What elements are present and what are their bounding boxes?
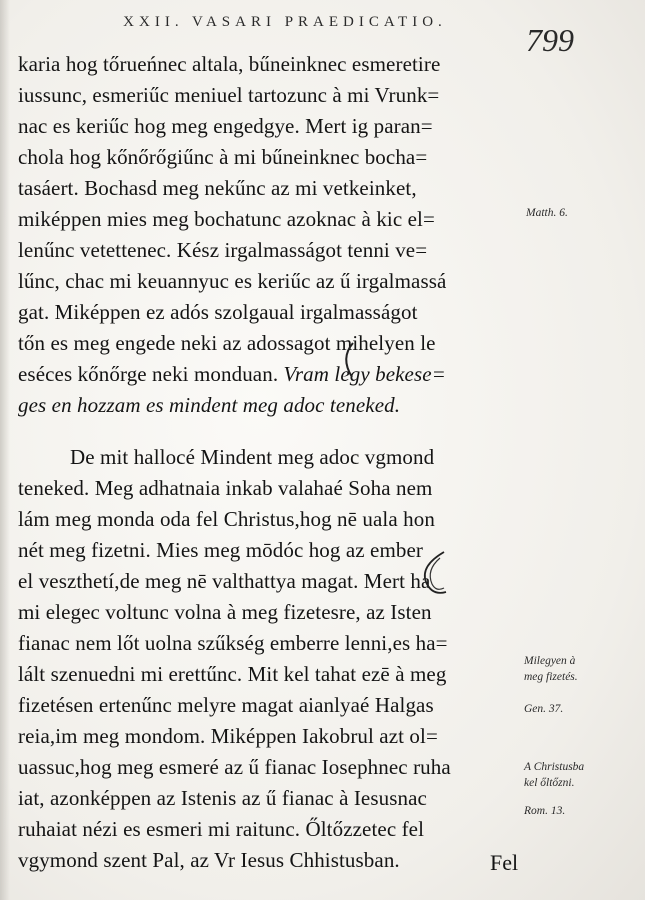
text-line: nac es keriűc hog meg engedgye. Mert ig paran= bbox=[18, 114, 433, 138]
text-line: el veszthetí,de meg nē valthattya magat. Mert ha bbox=[18, 569, 431, 593]
text-line: mi elegec voltunc volna à meg fizetesre, az Isten bbox=[18, 600, 432, 624]
italic-quote-line: ges en hozzam es mindent meg adoc teneked. bbox=[18, 393, 401, 417]
text-line: nét meg fizetni. Mies meg mōdóc hog az ember bbox=[18, 538, 424, 562]
italic-quote: Vram legy bekese= bbox=[283, 362, 446, 386]
text-line: fizetésen ertenűnc melyre magat aianlyaé Halgas bbox=[18, 693, 434, 717]
text-line: fianac nem lőt uolna szűkség emberre lenni,es ha= bbox=[18, 631, 448, 655]
text-line: reia,im meg mondom. Miképpen Iakobrul azt ol= bbox=[18, 724, 438, 748]
text-line: uassuc,hog meg esmeré az ű fianac Iosephnec ruha bbox=[18, 755, 451, 779]
text-line: ruhaiat nézi es esmeri mi raitunc. Őltőzzetec fel bbox=[18, 817, 425, 841]
margin-note-rom: Rom. 13. bbox=[524, 805, 566, 817]
margin-note-oltozni: kel őltőzni. bbox=[524, 777, 575, 789]
text-line: miképpen mies meg bochatunc azoknac à kic el= bbox=[18, 207, 435, 231]
text-line-mixed bbox=[18, 362, 446, 386]
margin-note-milegyen: Milegyen à bbox=[524, 655, 576, 667]
text-line: vgymond szent Pal, az Vr Iesus Chhistusban. bbox=[18, 848, 400, 872]
text-line: karia hog tőrueńnec altala, bűneinknec esmeretire bbox=[18, 52, 441, 76]
text-line: gat. Miképpen ez adós szolgaual irgalmasságot bbox=[18, 300, 418, 324]
text-line: chola hog kőnőrőgiűnc à mi bűneinknec bocha= bbox=[18, 145, 428, 169]
text-line: tőn es meg engede neki az adossagot mihelyen le bbox=[18, 331, 436, 355]
running-head: XXII. VASARI PRAEDICATIO. bbox=[123, 14, 447, 30]
paragraph-opening-line: De mit hallocé Mindent meg adoc vgmond bbox=[70, 445, 435, 469]
margin-note-fizetes: meg fizetés. bbox=[524, 671, 578, 683]
page-number: 799 bbox=[526, 22, 574, 58]
margin-note-christus: A Christusba bbox=[524, 761, 585, 773]
margin-note-gen: Gen. 37. bbox=[524, 703, 564, 715]
text-line: lenűnc vetettenec. Kész irgalmasságot tenni ve= bbox=[18, 238, 428, 262]
catchword: Fel bbox=[490, 850, 519, 875]
text-line: iat, azonképpen az Istenis az ű fianac à Iesusnac bbox=[18, 786, 427, 810]
margin-note-matth: Matth. 6. bbox=[526, 207, 568, 219]
text-line: iussunc, esmeriűc meniuel tartozunc à mi Vrunk= bbox=[18, 83, 440, 107]
text-segment: eséces kőnőrge neki monduan. bbox=[18, 362, 284, 386]
text-line: tasáert. Bochasd meg nekűnc az mi vetkeinket, bbox=[18, 176, 417, 200]
text-line: teneked. Meg adhatnaia inkab valahaé Soha nem bbox=[18, 476, 433, 500]
text-line: lűnc, chac mi keuannyuc es keriűc az ű irgalmassá bbox=[18, 269, 447, 293]
page-gutter-shadow bbox=[0, 0, 10, 900]
text-line: lám meg monda oda fel Christus,hog nē uala hon bbox=[18, 507, 435, 531]
text-line: lált szenuedni mi erettűnc. Mit kel tahat ezē à meg bbox=[18, 662, 447, 686]
